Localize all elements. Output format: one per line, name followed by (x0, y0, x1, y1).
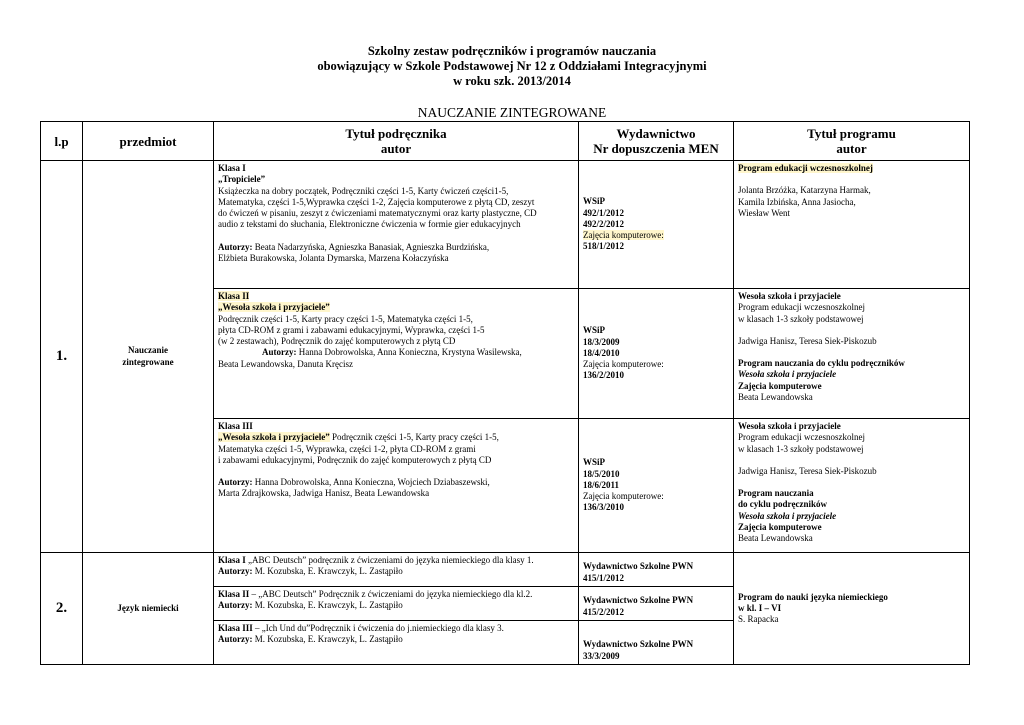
row-number: 2. (41, 553, 83, 665)
program-author-line: Jadwiga Hanisz, Teresa Siek-Piskozub (738, 335, 877, 346)
book-title: „Tropiciele” (218, 174, 266, 185)
subject-line-1: Nauczanie (128, 345, 168, 356)
program2-author: Beata Lewandowska (738, 533, 813, 544)
grade-label: Klasa II (218, 291, 250, 301)
publisher-cell (579, 161, 734, 289)
book-desc-line: Książeczka na dobry początek, Podręczniki części 1-5, Karty ćwiczeń części1-5, (218, 185, 509, 196)
header-program (734, 122, 970, 161)
row-number: 1. (41, 161, 83, 553)
program2-sub: Zajęcia komputerowe (738, 522, 822, 533)
table-header-row (41, 122, 970, 161)
book-authors: Autorzy: Beata Nadarzyńska, Agnieszka Banasiak, Agnieszka Burdzińska, (218, 241, 490, 252)
publisher-cell (579, 289, 734, 419)
header-publisher (579, 122, 734, 161)
book-desc-line: Matematyka, części 1-5,Wyprawka części 1-2, Zajęcia komputerowe z płytą CD, zeszyt (218, 196, 535, 207)
computer-number: 136/2/2010 (583, 370, 625, 381)
book-desc-line: płyta CD-ROM z grami i zabawami edukacyjnymi, Wyprawka, części 1-5 (218, 324, 485, 335)
publisher-name: Wydawnictwo Szkolne PWN (583, 561, 694, 572)
header-lp: l.p (41, 122, 83, 161)
book-title: „Wesoła szkoła i przyjaciele” (218, 302, 330, 313)
book-authors: Autorzy: M. Kozubska, E. Krawczyk, L. Zastąpiło (218, 566, 403, 577)
computer-label: Zajęcia komputerowe: (583, 359, 664, 370)
book-cell (214, 553, 579, 587)
publisher-cell (579, 621, 734, 665)
computer-label: Zajęcia komputerowe: (583, 230, 664, 241)
document-title-line-3: w roku szk. 2013/2014 (453, 74, 571, 88)
section-title: NAUCZANIE ZINTEGROWANE (417, 105, 607, 120)
header-publisher-number: Nr dopuszczenia MEN (593, 141, 719, 156)
program-title: Wesoła szkoła i przyjaciele (738, 421, 841, 431)
publisher-name: WSiP (583, 196, 606, 207)
publisher-name: WSiP (583, 325, 606, 336)
book-desc-line: Podręcznik części 1-5, Karty pracy części 1-5, Matematyka części 1-5, (218, 313, 473, 324)
program-line: w klasach 1-3 szkoły podstawowej (738, 313, 864, 324)
program2-title: Program nauczania do cyklu podręczników (738, 358, 905, 369)
program-author-line: Jadwiga Hanisz, Teresa Siek-Piskozub (738, 465, 877, 476)
book-authors: Autorzy: M. Kozubska, E. Krawczyk, L. Zastąpiło (218, 600, 403, 611)
publisher-cell (579, 419, 734, 553)
program-author: S. Rapacka (738, 614, 779, 625)
approval-number: 18/3/2009 (583, 336, 620, 347)
header-program-author: autor (836, 141, 867, 156)
textbook-table (40, 121, 970, 665)
book-authors: Autorzy: M. Kozubska, E. Krawczyk, L. Zastąpiło (218, 634, 403, 645)
program-line: Program edukacji wczesnoszkolnej (738, 302, 865, 313)
publisher-name: Wydawnictwo Szkolne PWN (583, 595, 694, 606)
header-book-author: autor (380, 141, 412, 156)
book-authors: Autorzy: Hanna Dobrowolska, Anna Konieczna, Krystyna Wasilewska, (262, 347, 522, 358)
subject-line-2: zintegrowane (122, 356, 174, 367)
approval-number: 33/3/2009 (583, 650, 620, 661)
program-cell (734, 419, 970, 553)
book-authors-cont: Beata Lewandowska, Danuta Kręcisz (218, 358, 353, 369)
program-cell (734, 289, 970, 419)
book-authors-cont: Elżbieta Burakowska, Jolanta Dymarska, Marzena Kołaczyńska (218, 253, 449, 264)
publisher-cell (579, 553, 734, 587)
program2-sub: Zajęcia komputerowe (738, 380, 822, 391)
program-cell (734, 161, 970, 289)
book-cell (214, 161, 579, 289)
approval-number: 415/1/2012 (583, 572, 625, 583)
document-title-line-1: Szkolny zestaw podręczników i programów nauczania (367, 44, 657, 58)
computer-number: 136/3/2010 (583, 502, 625, 513)
book-line: Klasa III – „Ich Und du”Podręcznik i ćwiczenia do j.niemieckiego dla klasy 3. (218, 623, 504, 633)
header-publisher-name: Wydawnictwo (616, 126, 696, 141)
approval-number: 18/5/2010 (583, 468, 620, 479)
grade-label: Klasa III (218, 421, 253, 431)
approval-number: 415/2/2012 (583, 606, 625, 617)
book-desc-line: (w 2 zestawach), Podręcznik do zajęć komputerowych z płytą CD (218, 336, 456, 347)
subject-cell (83, 161, 214, 553)
subject-cell: Język niemiecki (83, 553, 214, 665)
book-cell (214, 621, 579, 665)
book-cell (214, 289, 579, 419)
document-title-line-2: obowiązujący w Szkole Podstawowej Nr 12 z Oddziałami Integracyjnymi (317, 59, 707, 73)
table-row (41, 553, 970, 587)
program-title: Wesoła szkoła i przyjaciele (738, 291, 841, 301)
book-desc-line: i zabawami edukacyjnymi, Podręcznik do zajęć komputerowych z płytą CD (218, 454, 492, 465)
program-line: w klasach 1-3 szkoły podstawowej (738, 443, 864, 454)
book-line: Klasa II – „ABC Deutsch” Podręcznik z ćwiczeniami do języka niemieckiego dla kl.2. (218, 589, 533, 599)
table-row (41, 161, 970, 289)
program-author-line: Kamila Izbińska, Anna Jasiocha, (738, 196, 856, 207)
header-program-title: Tytuł programu (807, 126, 896, 141)
book-title: „Wesoła szkoła i przyjaciele” Podręcznik części 1-5, Karty pracy części 1-5, (218, 432, 499, 443)
header-book (214, 122, 579, 161)
computer-number: 518/1/2012 (583, 241, 625, 252)
program-line: Program edukacji wczesnoszkolnej (738, 432, 865, 443)
grade-label: Klasa I (218, 163, 246, 173)
book-desc-line: Matematyka części 1-5, Wyprawka, części 1-2, płyta CD-ROM z grami (218, 443, 476, 454)
approval-number: 18/6/2011 (583, 479, 620, 490)
program2-italic: Wesoła szkoła i przyjaciele (738, 369, 837, 380)
program2-italic: Wesoła szkoła i przyjaciele (738, 510, 837, 521)
program-title-cont: w kl. I – VI (738, 602, 782, 613)
computer-label: Zajęcia komputerowe: (583, 491, 664, 502)
book-desc-line: do ćwiczeń w pisaniu, zeszyt z ćwiczeniami matematycznymi oraz karty plastyczne, CD (218, 208, 537, 219)
program-author-line: Wiesław Went (738, 207, 790, 218)
approval-number: 18/4/2010 (583, 347, 620, 358)
program-title: Program edukacji wczesnoszkolnej (738, 163, 873, 173)
book-authors: Autorzy: Hanna Dobrowolska, Anna Konieczna, Wojciech Dziabaszewski, (218, 477, 490, 488)
approval-number: 492/2/2012 (583, 218, 625, 229)
publisher-name: WSiP (583, 457, 606, 468)
program2-title: Program nauczania (738, 488, 814, 499)
publisher-name: Wydawnictwo Szkolne PWN (583, 639, 694, 650)
program2-author: Beata Lewandowska (738, 392, 813, 403)
header-subject: przedmiot (83, 122, 214, 161)
book-authors-cont: Marta Zdrajkowska, Jadwiga Hanisz, Beata Lewandowska (218, 488, 430, 499)
approval-number: 492/1/2012 (583, 207, 625, 218)
book-line: Klasa I „ABC Deutsch” podręcznik z ćwiczeniami do języka niemieckiego dla klasy 1. (218, 555, 534, 565)
book-cell (214, 419, 579, 553)
book-cell (214, 587, 579, 621)
header-book-title: Tytuł podręcznika (345, 126, 447, 141)
program2-title-cont: do cyklu podręczników (738, 499, 828, 510)
program-author-line: Jolanta Brzóżka, Katarzyna Harmak, (738, 185, 871, 196)
program-title: Program do nauki języka niemieckiego (738, 591, 888, 602)
program-cell (734, 553, 970, 665)
book-desc-line: audio z tekstami do słuchania, Elektroniczne ćwiczenia w formie gier edukacyjnych (218, 219, 521, 230)
publisher-cell (579, 587, 734, 621)
